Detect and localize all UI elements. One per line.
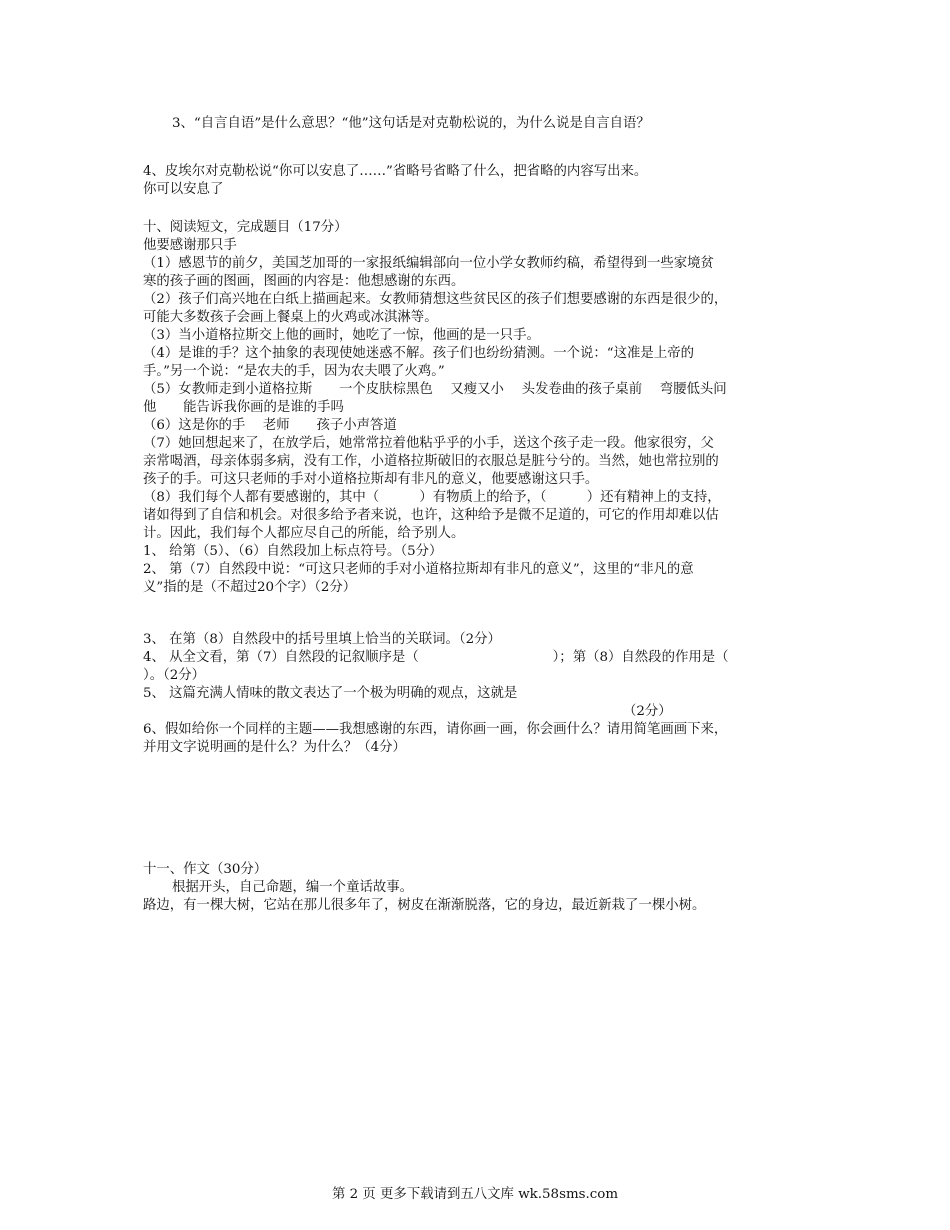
exercise-5: 5、 这篇充满人情味的散文表达了一个极为明确的观点，这就是 bbox=[143, 686, 518, 701]
passage-line: （6）这是你的手 老师 孩子小声答道 bbox=[143, 418, 397, 433]
passage-line: （4）是谁的手？这个抽象的表现使她迷惑不解。孩子们也纷纷猜测。一个说：“这准是上帝的 bbox=[143, 346, 694, 361]
passage-title: 他要感谢那只手 bbox=[143, 238, 237, 253]
passage-line: （5）女教师走到小道格拉斯 一个皮肤棕黑色 又瘦又小 头发卷曲的孩子桌前 弯腰低头问 bbox=[143, 382, 727, 397]
question-4-text: 4、皮埃尔对克勒松说“你可以安息了……”省略号省略了什么，把省略的内容写出来。 bbox=[143, 164, 648, 179]
passage-line: 手。”另一个说：“是农夫的手，因为农夫喂了火鸡。” bbox=[143, 364, 445, 379]
exercise-4-cont: ）。（2分） bbox=[143, 668, 206, 683]
passage-line: 可能大多数孩子会画上餐桌上的火鸡或冰淇淋等。 bbox=[143, 310, 438, 325]
question-4-answer-prompt: 你可以安息了 bbox=[143, 182, 224, 197]
exercise-5-score: （2分） bbox=[623, 704, 672, 719]
section-10-heading: 十、阅读短文，完成题目（17分） bbox=[143, 220, 348, 235]
exercise-6: 6、假如给你一个同样的主题——我想感谢的东西，请你画一画，你会画什么？请用简笔画画下来， bbox=[143, 722, 728, 737]
passage-line: 寒的孩子画的图画，图画的内容是：他想感谢的东西。 bbox=[143, 274, 465, 289]
passage-line: 计。因此，我们每个人都应尽自己的所能，给予别人。 bbox=[143, 526, 465, 541]
page-footer: 第 2 页 更多下载请到五八文库 wk.58sms.com bbox=[331, 1187, 619, 1202]
exercise-3: 3、 在第（8）自然段中的括号里填上恰当的关联词。（2分） bbox=[143, 632, 501, 647]
passage-line: 他 能告诉我你画的是谁的手吗 bbox=[143, 400, 344, 415]
exercise-1: 1、 给第（5）、（6）自然段加上标点符号。（5分） bbox=[143, 544, 443, 559]
passage-line: 诸如得到了自信和机会。对很多给予者来说，也许，这种给予是微不足道的，可它的作用却难以估 bbox=[143, 508, 719, 523]
composition-opening: 路边，有一棵大树，它站在那儿很多年了，树皮在渐渐脱落，它的身边，最近新栽了一棵小树。 bbox=[143, 898, 706, 913]
passage-line: 亲常喝酒，母亲体弱多病，没有工作，小道格拉斯破旧的衣服总是脏兮兮的。当然，她也常拉别的 bbox=[143, 454, 719, 469]
passage-line: （7）她回想起来了，在放学后，她常常拉着他粘乎乎的小手，送这个孩子走一段。他家很穷，父 bbox=[143, 436, 714, 451]
passage-line: 孩子的手。可这只老师的手对小道格拉斯却有非凡的意义，他要感谢这只手。 bbox=[143, 472, 599, 487]
passage-line: （3）当小道格拉斯交上他的画时，她吃了一惊，他画的是一只手。 bbox=[143, 328, 540, 343]
exercise-2: 2、 第（7）自然段中说：“可这只老师的手对小道格拉斯却有非凡的意义”，这里的“非凡的意 bbox=[143, 562, 694, 577]
section-11-heading: 十一、作文（30分） bbox=[143, 862, 268, 877]
passage-line: （2）孩子们高兴地在白纸上描画起来。女教师猜想这些贫民区的孩子们想要感谢的东西是很少的， bbox=[143, 292, 728, 307]
composition-instruction: 根据开头，自己命题，编一个童话故事。 bbox=[172, 880, 414, 895]
passage-line: （1）感恩节的前夕，美国芝加哥的一家报纸编辑部向一位小学女教师约稿，希望得到一些家境贫 bbox=[143, 256, 714, 271]
exercise-4: 4、 从全文看，第（7）自然段的记叙顺序是（ ）；第（8）自然段的作用是（ bbox=[143, 650, 729, 665]
exercise-6-cont: 并用文字说明画的是什么？为什么？（4分） bbox=[143, 740, 406, 755]
exercise-2-cont: 义”指的是（不超过20个字）（2分） bbox=[143, 580, 357, 595]
passage-line: （8）我们每个人都有要感谢的，其中（ ）有物质上的给予，（ ）还有精神上的支持， bbox=[143, 490, 721, 505]
question-3-text: 3、“自言自语”是什么意思？“他”这句话是对克勒松说的，为什么说是自言自语？ bbox=[172, 116, 650, 131]
